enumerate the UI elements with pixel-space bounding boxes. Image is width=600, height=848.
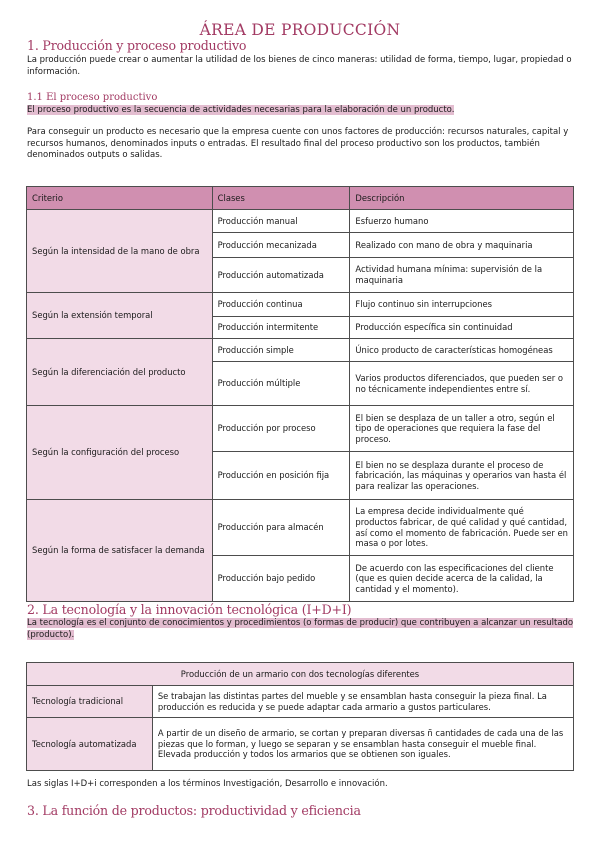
clase-cell: Producción manual [212,210,350,233]
criterio-cell: Según la diferenciación del producto [27,339,213,406]
page-title: ÁREA DE PRODUCCIÓN [199,21,401,39]
descripcion-cell: El bien no se desplaza durante el proceso de fabricación, las máquinas y operarios van hasta él para realizar las operaciones. [350,452,574,500]
column-header-criterio: Criterio [27,187,213,210]
section-2-note: Las siglas I+D+i corresponden a los términos Investigación, Desarrollo e innovación. [27,779,388,789]
descripcion-cell: Producción específica sin continuidad [350,317,574,339]
section-1-intro: La producción puede crear o aumentar la utilidad de los bienes de cinco maneras: utilidad de forma, tiempo, lugar, propiedad o información. [27,55,572,77]
descripcion-cell: Actividad humana mínima: supervisión de la maquinaria [350,258,574,293]
comparison-label-automated: Tecnología automatizada [27,718,153,771]
descripcion-cell: Varios productos diferenciados, que pueden ser o no técnicamente independientes entre sí. [350,362,574,406]
descripcion-cell: De acuerdo con las especificaciones del cliente (que es quien decide acerca de la calidad, la cantidad y el momento). [350,556,574,602]
criterio-cell: Según la forma de satisfacer la demanda [27,500,213,602]
clase-cell: Producción en posición fija [212,452,350,500]
clase-cell: Producción simple [212,339,350,362]
section-1-1-heading: 1.1 El proceso productivo [27,92,158,103]
clase-cell: Producción para almacén [212,500,350,556]
highlighted-definition: El proceso productivo es la secuencia de actividades necesarias para la elaboración de un producto. [27,105,455,115]
technology-comparison-table [26,662,574,771]
section-3-heading: 3. La función de productos: productividad y eficiencia [27,803,361,818]
section-1-heading: 1. Producción y proceso productivo [27,38,247,53]
section-1-1-paragraph: Para conseguir un producto es necesario que la empresa cuente con unos factores de producción: recursos naturales, capital y recursos humanos, denominados inputs o entradas. El resultado final del proceso productivo son los productos, también denominados outputs o salidas. [27,127,569,161]
column-header-descripcion: Descripción [350,187,574,210]
comparison-table-title: Producción de un armario con dos tecnologías diferentes [27,663,574,686]
descripcion-cell: La empresa decide individualmente qué productos fabricar, de qué calidad y qué cantidad, así como el momento de fabricación. Puede ser en masa o por lotes. [350,500,574,556]
section-1-1-definition [27,105,577,117]
section-2-heading: 2. La tecnología y la innovación tecnológica (I+D+I) [27,602,352,617]
clase-cell: Producción mecanizada [212,233,350,258]
clase-cell: Producción automatizada [212,258,350,293]
clase-cell: Producción por proceso [212,406,350,452]
descripcion-cell: Esfuerzo humano [350,210,574,233]
descripcion-cell: Realizado con mano de obra y maquinaria [350,233,574,258]
criterio-cell: Según la intensidad de la mano de obra [27,210,213,293]
clase-cell: Producción intermitente [212,317,350,339]
criterio-cell: Según la extensión temporal [27,293,213,339]
clase-cell: Producción bajo pedido [212,556,350,602]
column-header-clases: Clases [212,187,350,210]
descripcion-cell: Flujo continuo sin interrupciones [350,293,574,317]
descripcion-cell: Único producto de características homogéneas [350,339,574,362]
comparison-label-traditional: Tecnología tradicional [27,686,153,718]
descripcion-cell: El bien se desplaza de un taller a otro, según el tipo de operaciones que requiera la fase del proceso. [350,406,574,452]
clase-cell: Producción múltiple [212,362,350,406]
section-2-definition [27,618,577,641]
clase-cell: Producción continua [212,293,350,317]
comparison-desc-automated: A partir de un diseño de armario, se cortan y preparan diversas ñ cantidades de cada una de las piezas que lo forman, y luego se separan y se ensamblan hasta conseguir el mueble final. Elevada producción y todos los armarios que se obtienen son iguales. [152,718,573,771]
production-types-table [26,186,574,602]
comparison-desc-traditional: Se trabajan las distintas partes del mueble y se ensamblan hasta conseguir la pieza final. La producción es reducida y se puede adaptar cada armario a gustos particulares. [152,686,573,718]
highlighted-definition-2: La tecnología es el conjunto de conocimientos y procedimientos (o formas de producir) que contribuyen a alcanzar un resultado (producto). [27,618,574,640]
criterio-cell: Según la configuración del proceso [27,406,213,500]
